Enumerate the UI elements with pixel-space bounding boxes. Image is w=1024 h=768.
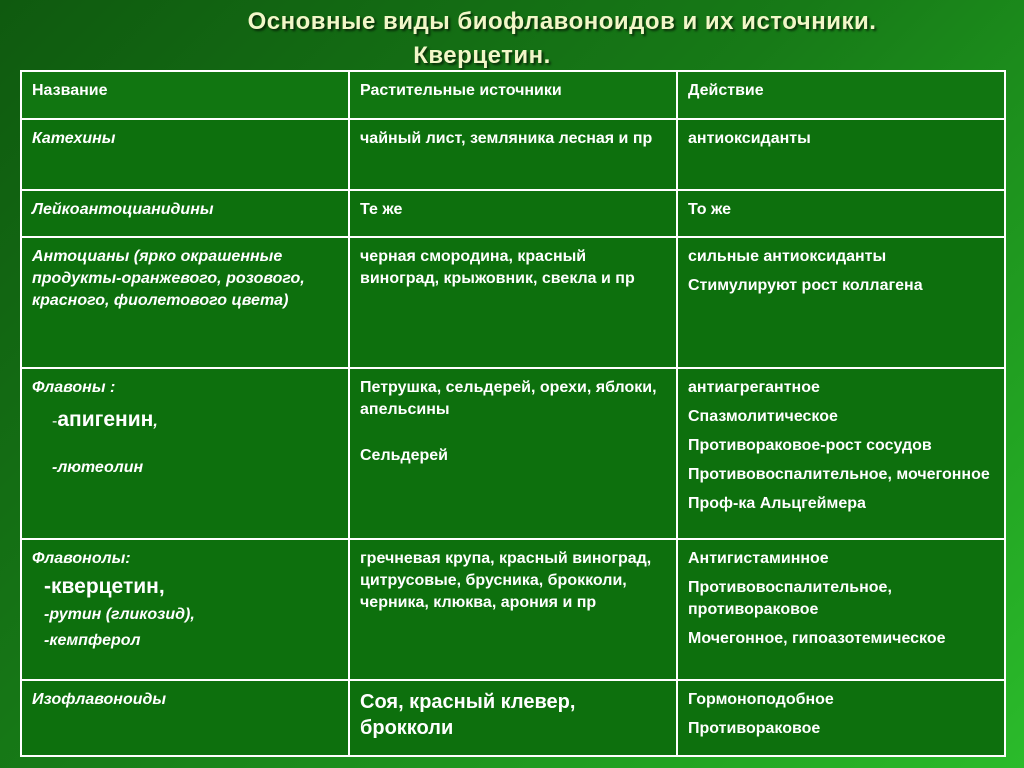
group-name: Флавонолы: — [32, 550, 131, 567]
cell-name: Антоцианы (ярко окрашенные продукты-оранжевого, розового, красного, фиолетового цвета) — [21, 237, 349, 368]
action-item: Противораковое — [688, 720, 821, 737]
action-item: Стимулируют рост коллагена — [688, 277, 923, 294]
cell-sources: чайный лист, земляника лесная и пр — [349, 119, 677, 190]
header-sources: Растительные источники — [349, 71, 677, 119]
table-row — [21, 119, 1005, 190]
comma: , — [153, 413, 158, 430]
action-item: Гормоноподобное — [688, 691, 834, 708]
header-action: Действие — [677, 71, 1005, 119]
cell-action — [677, 190, 1005, 237]
action-item: антиоксиданты — [688, 130, 811, 147]
sources-text-2: Сельдерей — [360, 447, 449, 464]
cell-action — [677, 368, 1005, 539]
slide-title: Основные виды биофлавоноидов и их источники. — [247, 8, 877, 35]
subitem-tertiary: -кемпферол — [44, 632, 141, 649]
table-row — [21, 190, 1005, 237]
action-item: То же — [688, 201, 732, 218]
action-item: Противораковое-рост сосудов — [688, 437, 932, 454]
subitem-primary — [32, 576, 338, 600]
table-row — [21, 539, 1005, 680]
cell-sources — [349, 368, 677, 539]
cell-action — [677, 119, 1005, 190]
sources-text: Петрушка, сельдерей, орехи, яблоки, апельсины — [360, 379, 657, 418]
dash: - — [52, 413, 58, 430]
action-item: Проф-ка Альцгеймера — [688, 495, 866, 512]
cell-name: Изофлавоноиды — [21, 680, 349, 756]
cell-sources: Те же — [349, 190, 677, 237]
action-item: Антигистаминное — [688, 550, 829, 567]
action-item: Противовоспалительное, противораковое — [688, 579, 892, 618]
action-item: сильные антиоксиданты — [688, 248, 887, 265]
cell-name — [21, 539, 349, 680]
cell-sources: черная смородина, красный виноград, крыжовник, свекла и пр — [349, 237, 677, 368]
cell-name: Лейкоантоцианидины — [21, 190, 349, 237]
cell-action — [677, 539, 1005, 680]
cell-sources: гречневая крупа, красный виноград, цитрусовые, брусника, брокколи, черника, клюква, арония и пр — [349, 539, 677, 680]
cell-name: Катехины — [21, 119, 349, 190]
table-row — [21, 680, 1005, 756]
table-header-row — [21, 71, 1005, 119]
subitem-main: апигенин — [57, 408, 154, 431]
table-row — [21, 368, 1005, 539]
action-item: Противовоспалительное, мочегонное — [688, 466, 990, 483]
table-row — [21, 237, 1005, 368]
subitem-primary — [32, 409, 338, 433]
subitem-main: -кверцетин, — [44, 575, 165, 598]
cell-sources: Соя, красный клевер, брокколи — [349, 680, 677, 756]
action-item: Спазмолитическое — [688, 408, 838, 425]
subitem-secondary: -рутин (гликозид), — [44, 606, 195, 623]
cell-action — [677, 680, 1005, 756]
header-name: Название — [21, 71, 349, 119]
slide-subtitle: Кверцетин. — [413, 42, 551, 69]
cell-action — [677, 237, 1005, 368]
group-name: Флавоны : — [32, 379, 116, 396]
cell-name — [21, 368, 349, 539]
action-item: антиагрегантное — [688, 379, 820, 396]
subitem-secondary: -лютеолин — [52, 459, 144, 476]
bioflavonoid-table — [20, 70, 1006, 757]
action-item: Мочегонное, гипоазотемическое — [688, 630, 946, 647]
